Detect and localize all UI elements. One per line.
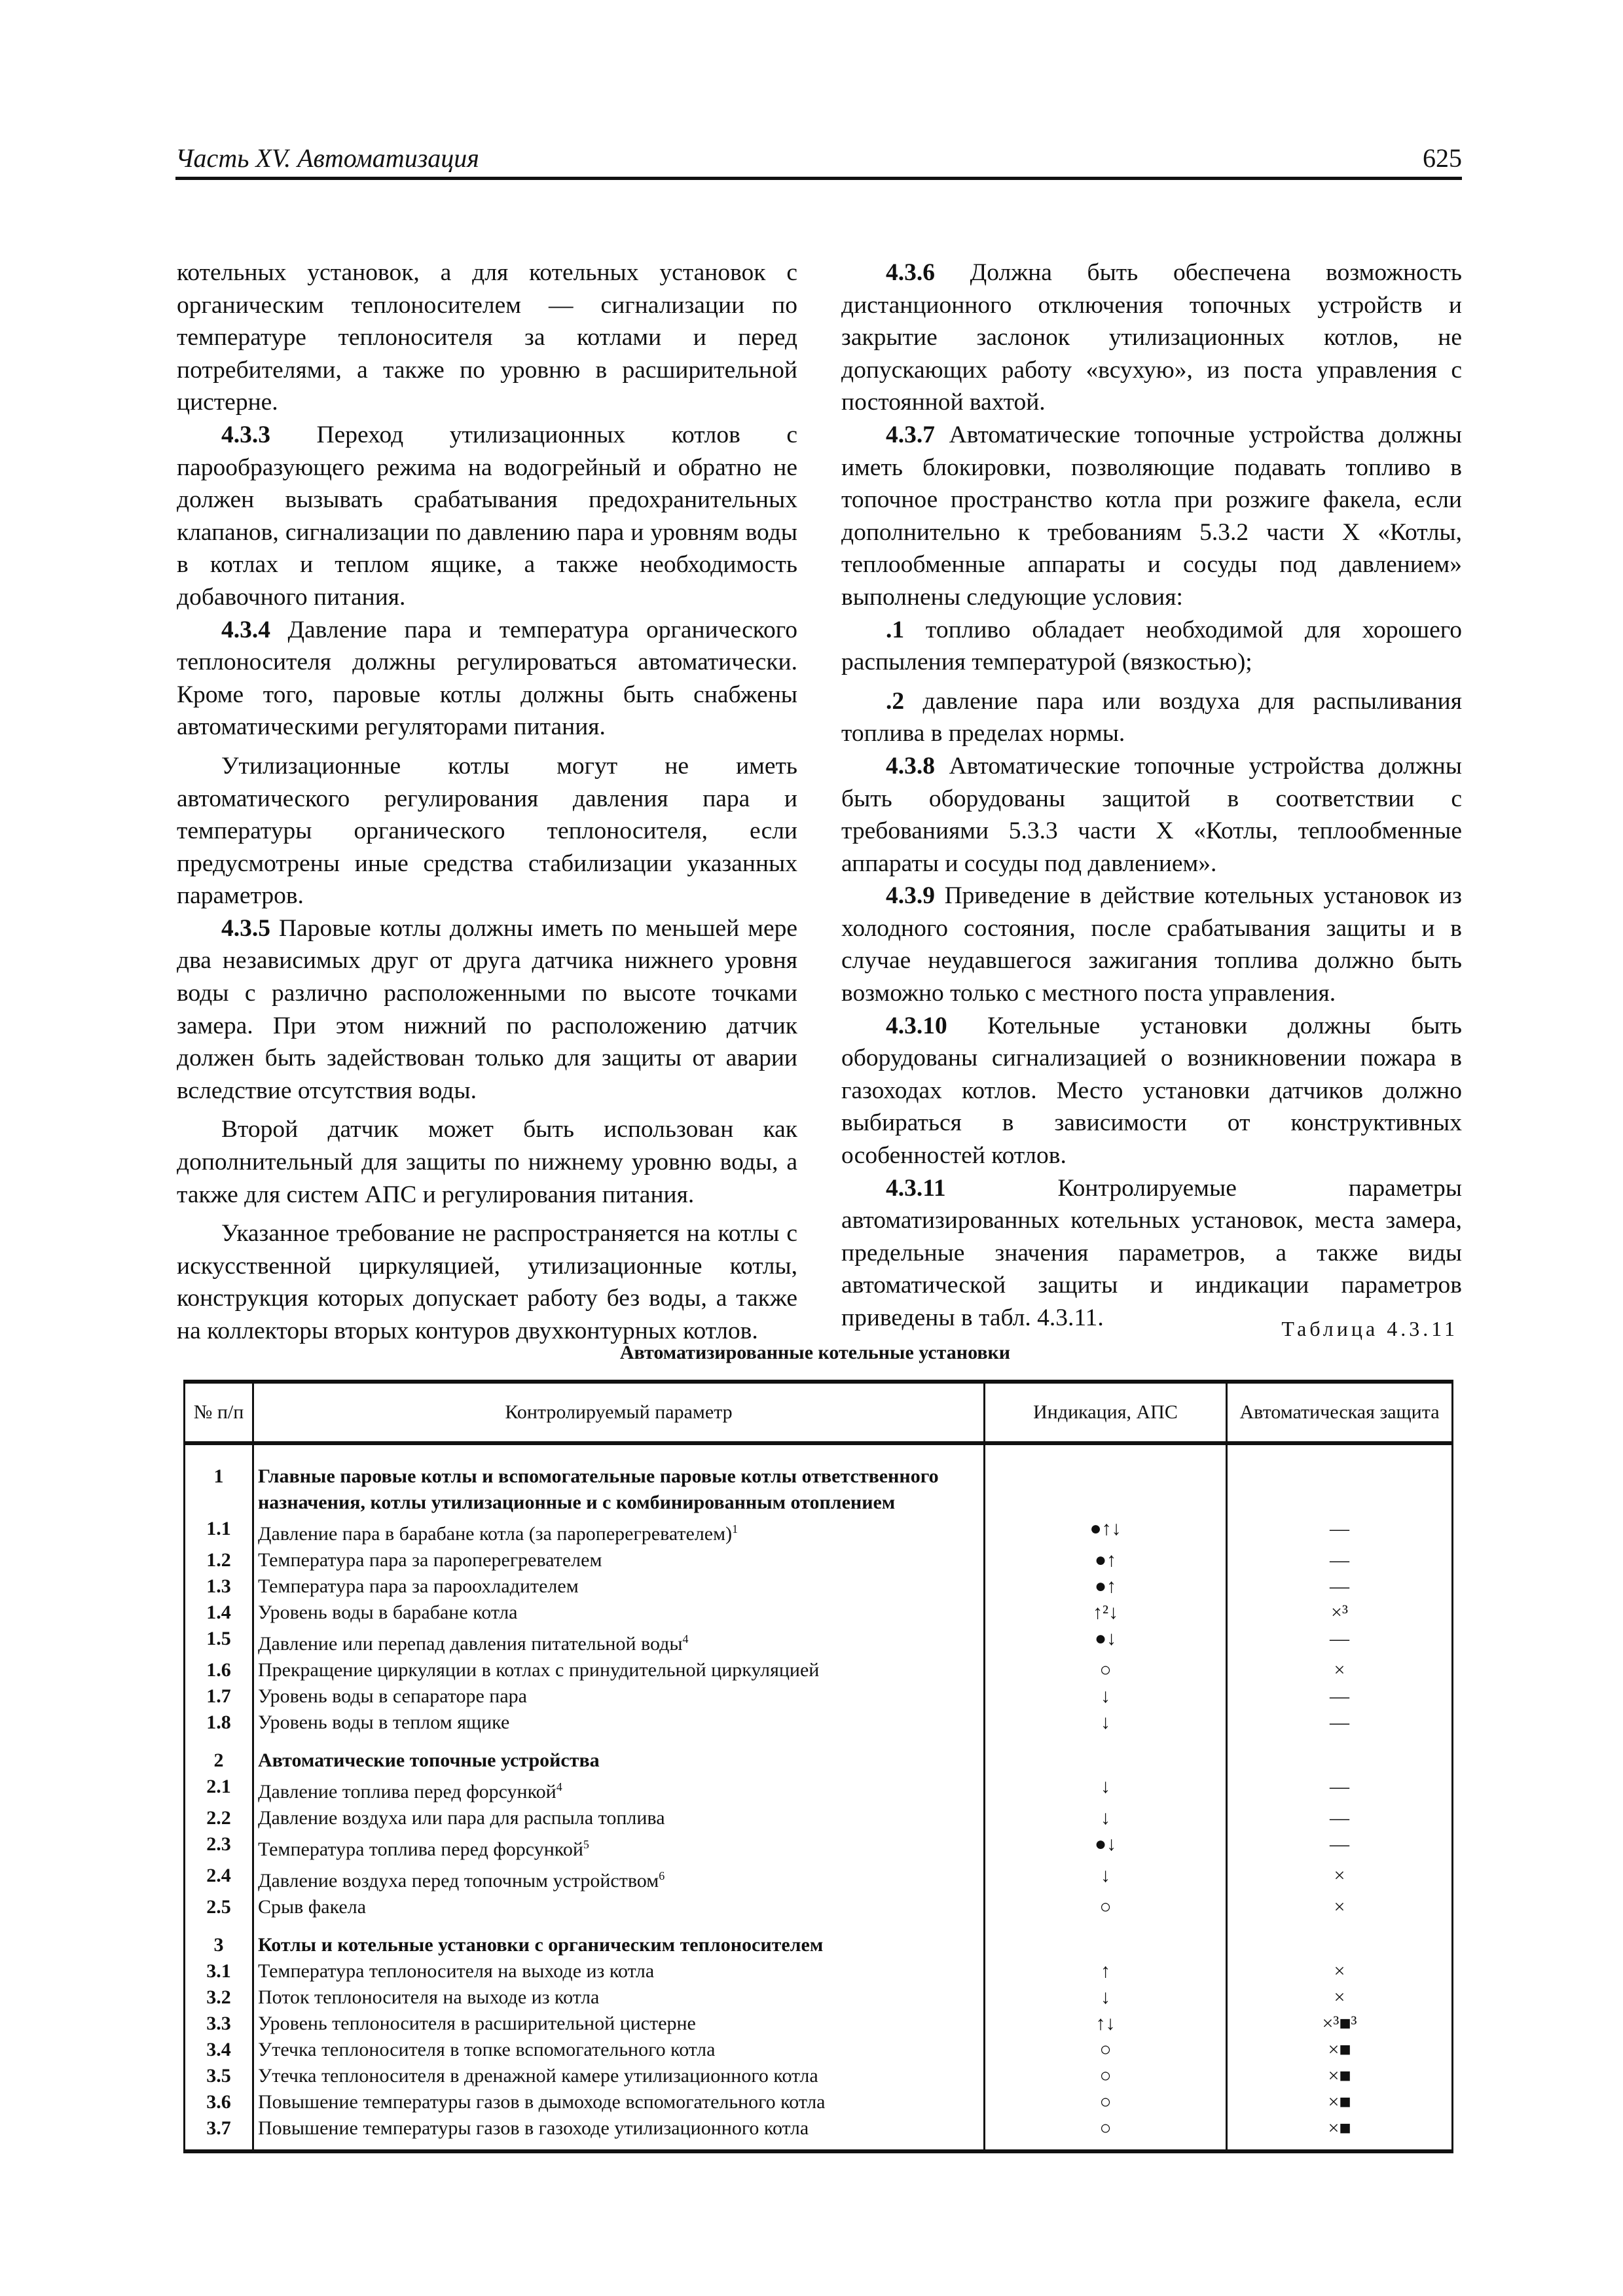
row-number: 3.5 [185,2063,253,2089]
paragraph-text: давление пара или воздуха для распыливания топлива в пределах нормы. [841,687,1462,747]
parameter-text: Прекращение циркуляции в котлах с принудительной циркуляцией [258,1659,820,1681]
row-protection [1227,1920,1453,1958]
row-indication: ○ [985,2063,1227,2089]
row-indication: ↓ [985,1984,1227,2011]
row-parameter [253,1683,985,1710]
row-indication [985,1736,1227,1774]
clause-number: 4.3.3 [221,421,270,448]
row-protection: ×■ [1227,2037,1453,2063]
row-indication: ○ [985,2115,1227,2151]
table-row [185,1657,1453,1683]
row-number: 2.2 [185,1805,253,1831]
header-protection: Автоматическая защита [1227,1382,1453,1443]
row-parameter [253,1710,985,1736]
row-number: 2.4 [185,1863,253,1894]
row-parameter [253,1657,985,1683]
paragraph [177,614,797,744]
row-protection: — [1227,1573,1453,1600]
table-section-row [185,1736,1453,1774]
row-parameter [253,1736,985,1774]
row-parameter [253,2011,985,2037]
parameter-text: Уровень воды в барабане котла [258,1602,518,1623]
row-indication: ↓ [985,1683,1227,1710]
row-protection: — [1227,1774,1453,1805]
paragraph [841,614,1462,679]
footnote-ref: 5 [583,1838,589,1851]
row-parameter [253,1626,985,1657]
paragraph [177,1113,797,1211]
parameter-text: Давление или перепад давления питательной воды [258,1633,683,1655]
row-indication [985,1443,1227,1516]
row-number: 1.1 [185,1516,253,1547]
row-number: 1 [185,1443,253,1516]
parameter-text: Температура топлива перед форсункой [258,1839,583,1860]
row-number: 3 [185,1920,253,1958]
paragraph-text: Приведение в действие котельных установок из холодного состояния, после срабатывания защиты и в случае неудавшегося зажигания топлива должно быть возможно только с местного поста управления. [841,882,1462,1007]
row-indication: ○ [985,1894,1227,1920]
clause-number: 4.3.6 [886,259,935,286]
row-protection: — [1227,1516,1453,1547]
header-number: № п/п [185,1382,253,1443]
table-row [185,2115,1453,2151]
paragraph-text: Утилизационные котлы могут не иметь автоматического регулирования давления пара и температуры органического теплоносителя, если предусмотрены иные средства стабилизации указанных параметров. [177,752,797,910]
table-caption: Таблица 4.3.11 [1281,1317,1458,1340]
clause-number: .2 [886,687,905,715]
table-section-row [185,1920,1453,1958]
parameter-text: Главные паровые котлы и вспомогательные паровые котлы ответственного назначения, котлы утилизационные и с комбинированным отоплением [258,1465,939,1513]
row-indication: ↓ [985,1863,1227,1894]
row-protection: × [1227,1863,1453,1894]
clause-number: .1 [886,616,905,643]
right-column [841,257,1462,1335]
table-row [185,1600,1453,1626]
parameter-text: Поток теплоносителя на выходе из котла [258,1986,600,2008]
row-number: 2.3 [185,1831,253,1863]
header-parameter: Контролируемый параметр [253,1382,985,1443]
row-parameter [253,2089,985,2115]
row-protection: — [1227,1831,1453,1863]
row-indication: ○ [985,2089,1227,2115]
paragraph [177,1217,797,1347]
clause-number: 4.3.9 [886,882,935,910]
row-protection: × [1227,1657,1453,1683]
paragraph-text: Котельные установки должны быть оборудованы сигнализацией о возникновении пожара в газоходах котлов. Место установки датчиков должно выбираться в зависимости от конструктивных особенностей котлов. [841,1012,1462,1170]
table-section-row [185,1443,1453,1516]
row-parameter [253,1600,985,1626]
table-row [185,1547,1453,1573]
table-row [185,1894,1453,1920]
table-row [185,1710,1453,1736]
paragraph-text: Автоматические топочные устройства должны быть оборудованы защитой в соответствии с требованиями 5.3.3 части X «Котлы, теплообменные аппараты и сосуды под давлением». [841,752,1462,877]
parameter-text: Температура пара за пароперегревателем [258,1549,602,1571]
row-number: 3.6 [185,2089,253,2115]
paragraph [841,1172,1462,1335]
paragraph [841,750,1462,880]
parameter-text: Давление воздуха или пара для распыла топлива [258,1807,665,1829]
paragraph-text: котельных установок, а для котельных установок с органическим теплоносителем — сигнализации по температуре теплоносителя за котлами и перед потребителями, а также по уровню в расширительной цистерне. [177,259,797,416]
row-indication: ○ [985,2037,1227,2063]
row-indication: ↑ [985,1958,1227,1984]
paragraph-text: Контролируемые параметры автоматизированных котельных установок, места замера, предельные значения параметров, а также виды автоматической защиты и индикации параметров приведены в табл. 4.3.11. [841,1174,1462,1331]
row-protection [1227,1736,1453,1774]
paragraph-text: Указанное требование не распространяется на котлы с искусственной циркуляцией, утилизационные котлы, конструкция которых допускает работу без воды, а также на коллекторы вторых контуров двухконтурных котлов. [177,1220,797,1344]
row-number: 1.6 [185,1657,253,1683]
row-protection: ×³■³ [1227,2011,1453,2037]
table-row [185,1573,1453,1600]
row-indication: ↑↓ [985,2011,1227,2037]
parameter-text: Давление пара в барабане котла (за пароперегревателем) [258,1523,733,1545]
row-parameter [253,1547,985,1573]
row-parameter [253,1863,985,1894]
table-row [185,2037,1453,2063]
row-parameter [253,1984,985,2011]
paragraph-text: Переход утилизационных котлов с парообразующего режима на водогрейный и обратно не должен вызывать срабатывания предохранительных клапанов, сигнализации по давлению пара и уровням воды в котлах и теплом ящике, а также необходимость добавочного питания. [177,421,797,611]
row-indication: ↑²↓ [985,1600,1227,1626]
clause-number: 4.3.10 [886,1012,947,1039]
clause-number: 4.3.7 [886,421,935,448]
table-row [185,1831,1453,1863]
row-indication: ↓ [985,1805,1227,1831]
row-protection: × [1227,1958,1453,1984]
row-indication: ●↑↓ [985,1516,1227,1547]
footnote-ref: 6 [659,1869,665,1882]
row-indication: ●↓ [985,1626,1227,1657]
row-parameter [253,1774,985,1805]
parameter-text: Автоматические топочные устройства [258,1749,600,1771]
paragraph-text: Должна быть обеспечена возможность дистанционного отключения топочных устройств и закрытие заслонок утилизационных котлов, не допускающих работу «всухую», из поста управления с постоянной вахтой. [841,259,1462,416]
row-protection: ×■ [1227,2115,1453,2151]
table-row [185,2089,1453,2115]
table-row [185,1805,1453,1831]
row-parameter [253,1516,985,1547]
row-parameter [253,1958,985,1984]
row-parameter [253,1573,985,1600]
parameter-text: Уровень теплоносителя в расширительной цистерне [258,2013,696,2034]
row-indication: ↓ [985,1710,1227,1736]
row-protection: — [1227,1805,1453,1831]
header-indication: Индикация, АПС [985,1382,1227,1443]
row-protection: ×³ [1227,1600,1453,1626]
parameter-text: Давление воздуха перед топочным устройством [258,1870,659,1892]
row-number: 3.2 [185,1984,253,2011]
paragraph-text: Давление пара и температура органического теплоносителя должны регулироваться автоматически. Кроме того, паровые котлы должны быть снабжены автоматическими регуляторами питания. [177,616,797,741]
paragraph-text: Паровые котлы должны иметь по меньшей мере два независимых друг от друга датчика нижнего уровня воды с различно расположенными по высоте точками замера. При этом нижний по расположению датчик должен быть задействован только для защиты от аварии вследствие отсутствия воды. [177,914,797,1104]
row-protection: ×■ [1227,2089,1453,2115]
paragraph-text: Автоматические топочные устройства должны иметь блокировки, позволяющие подавать топливо в топочное пространство котла при розжиге факела, если дополнительно к требованиям 5.3.2 части X «Котлы, теплообменные аппараты и сосуды под давлением» выполнены следующие условия: [841,421,1462,611]
row-indication: ●↓ [985,1831,1227,1863]
paragraph [841,419,1462,614]
paragraph [841,685,1462,750]
row-indication: ●↑ [985,1573,1227,1600]
paragraph-text: топливо обладает необходимой для хорошего распыления температурой (вязкостью); [841,616,1462,676]
parameter-text: Температура теплоносителя на выходе из котла [258,1960,655,1982]
boiler-parameters-table [183,1380,1453,2153]
paragraph-text: Второй датчик может быть использован как дополнительный для защиты по нижнему уровню воды, а также для систем АПС и регулирования питания. [177,1116,797,1208]
table-row [185,1958,1453,1984]
paragraph [841,880,1462,1009]
row-protection: — [1227,1547,1453,1573]
row-protection: ×■ [1227,2063,1453,2089]
section-title: Часть XV. Автоматизация [175,143,479,173]
row-parameter [253,1805,985,1831]
parameter-text: Срыв факела [258,1896,367,1918]
row-number: 3.3 [185,2011,253,2037]
row-number: 1.4 [185,1600,253,1626]
row-parameter [253,1920,985,1958]
row-protection: × [1227,1894,1453,1920]
table-title: Автоматизированные котельные установки [619,1342,1011,1363]
clause-number: 4.3.4 [221,616,270,643]
row-parameter [253,1894,985,1920]
row-protection: — [1227,1683,1453,1710]
paragraph [177,257,797,419]
paragraph [177,912,797,1107]
footnote-ref: 4 [682,1632,689,1645]
table-row [185,1863,1453,1894]
row-number: 1.2 [185,1547,253,1573]
clause-number: 4.3.5 [221,914,270,942]
paragraph [841,1010,1462,1172]
paragraph [177,419,797,614]
row-number: 1.8 [185,1710,253,1736]
footnote-ref: 4 [556,1780,562,1793]
parameter-text: Температура пара за пароохладителем [258,1575,579,1597]
parameter-text: Повышение температуры газов в дымоходе вспомогательного котла [258,2091,826,2113]
running-header [175,143,1462,180]
row-indication: ↓ [985,1774,1227,1805]
row-indication: ○ [985,1657,1227,1683]
paragraph [841,257,1462,419]
footnote-ref: 1 [732,1522,739,1535]
row-number: 3.1 [185,1958,253,1984]
parameter-text: Уровень воды в сепараторе пара [258,1685,527,1707]
row-number: 3.7 [185,2115,253,2151]
row-parameter [253,2037,985,2063]
parameter-text: Утечка теплоносителя в топке вспомогательного котла [258,2039,716,2060]
row-protection: — [1227,1710,1453,1736]
table-row [185,1984,1453,2011]
row-indication [985,1920,1227,1958]
table-row [185,2011,1453,2037]
parameter-text: Котлы и котельные установки с органическим теплоносителем [258,1934,824,1956]
row-parameter [253,1831,985,1863]
row-number: 1.3 [185,1573,253,1600]
row-number: 2.5 [185,1894,253,1920]
parameter-text: Уровень воды в теплом ящике [258,1712,510,1733]
row-protection [1227,1443,1453,1516]
clause-number: 4.3.8 [886,752,935,780]
page-number: 625 [1423,143,1462,173]
row-number: 1.5 [185,1626,253,1657]
table-row [185,1683,1453,1710]
row-indication: ●↑ [985,1547,1227,1573]
table-row [185,1626,1453,1657]
parameter-text: Утечка теплоносителя в дренажной камере утилизационного котла [258,2065,818,2087]
row-number: 1.7 [185,1683,253,1710]
row-parameter [253,2115,985,2151]
clause-number: 4.3.11 [886,1174,946,1202]
row-protection: × [1227,1984,1453,2011]
parameter-text: Повышение температуры газов в газоходе утилизационного котла [258,2117,809,2139]
parameter-text: Давление топлива перед форсункой [258,1781,556,1803]
row-protection: — [1227,1626,1453,1657]
table-row [185,1774,1453,1805]
row-number: 3.4 [185,2037,253,2063]
row-number: 2.1 [185,1774,253,1805]
paragraph [177,750,797,912]
table-row [185,1516,1453,1547]
table-row [185,2063,1453,2089]
row-parameter [253,1443,985,1516]
row-parameter [253,2063,985,2089]
row-number: 2 [185,1736,253,1774]
left-column [177,257,797,1348]
